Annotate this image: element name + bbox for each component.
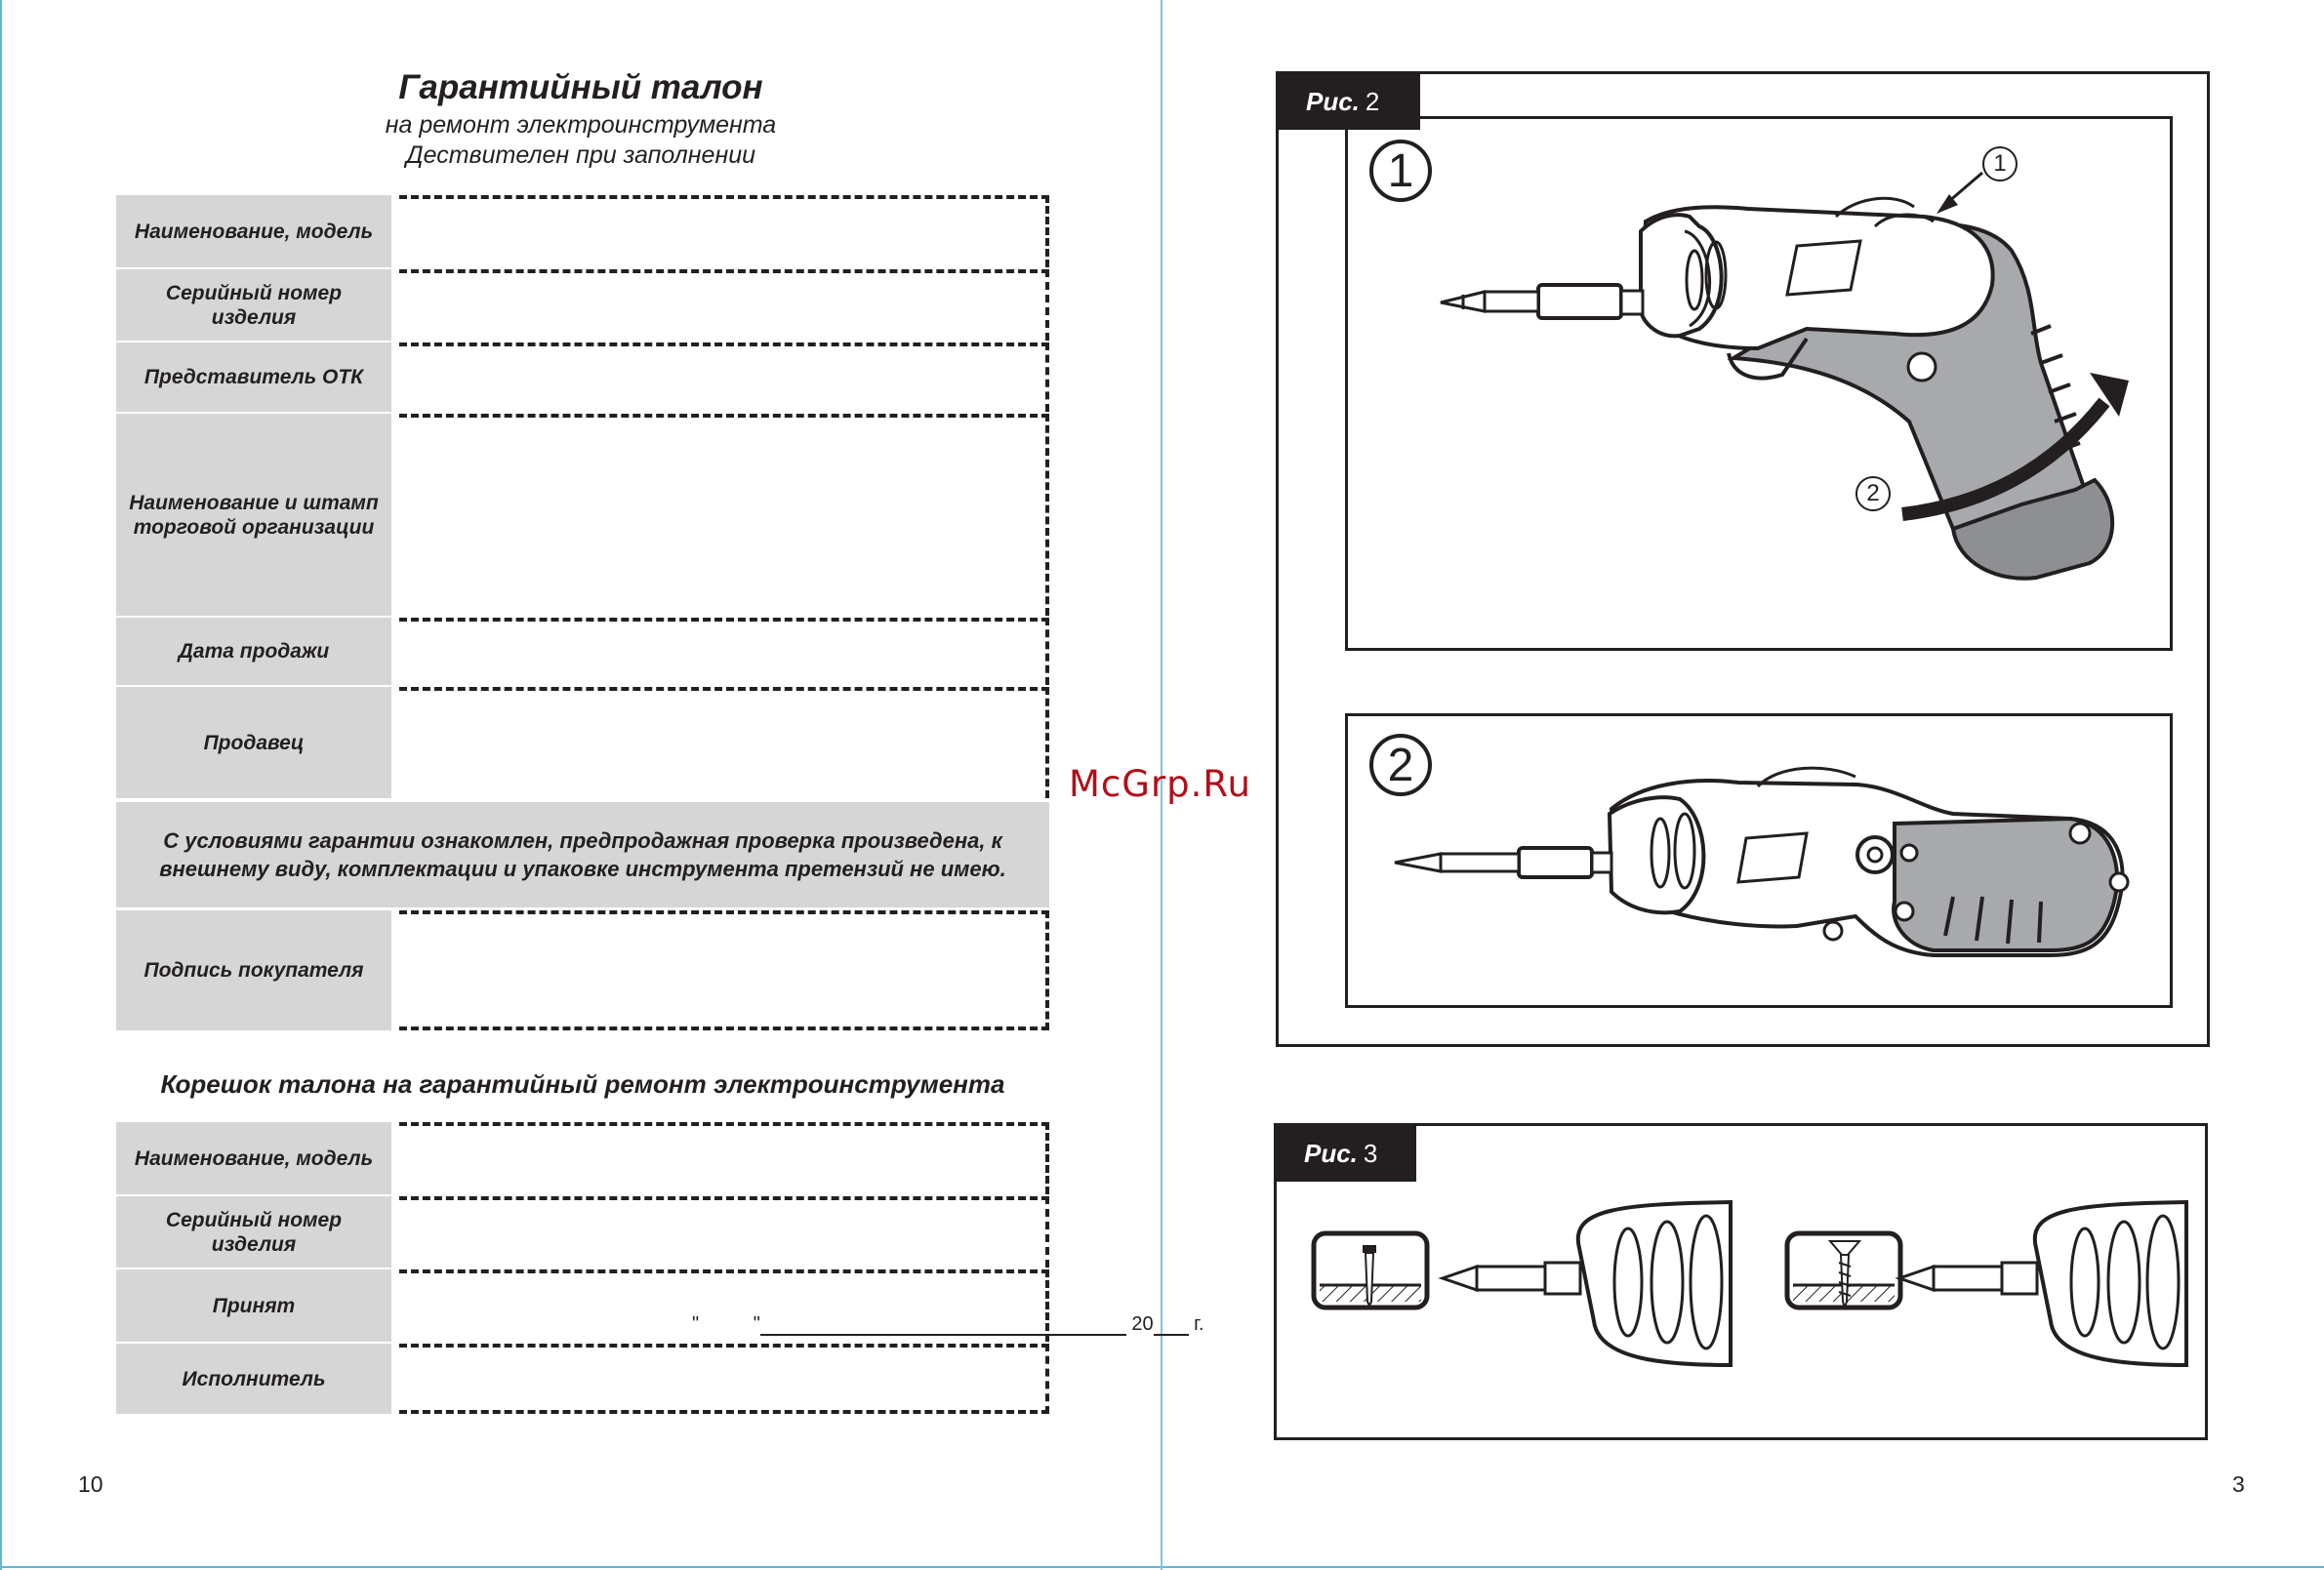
row-label: Наименование и штамп торговой организации: [116, 414, 391, 616]
row-label: Подпись покупателя: [116, 910, 391, 1030]
serial-field[interactable]: [399, 269, 1049, 341]
stub-title: Корешок талона на гарантийный ремонт электроинструмента: [160, 1069, 1005, 1099]
year-blank: [1154, 1318, 1189, 1336]
stub-row-model: [116, 1122, 1049, 1194]
warranty-subtitle: на ремонт электроинструмента: [385, 111, 777, 139]
signature-field[interactable]: [399, 910, 1049, 1030]
stub-executor-field[interactable]: [399, 1344, 1049, 1414]
row-label: Представитель ОТК: [116, 342, 391, 412]
callout2-circle: 2: [1855, 476, 1891, 511]
model-field[interactable]: [399, 195, 1049, 267]
otk-field[interactable]: [399, 342, 1049, 412]
row-label: Принят: [116, 1269, 391, 1342]
watermark: McGrp.Ru: [1069, 763, 1251, 805]
fig-label-num: 3: [1363, 1139, 1378, 1168]
row-shop: [116, 414, 1049, 616]
fig-label-bold: Рис.: [1306, 87, 1360, 116]
stub-model-field[interactable]: [399, 1122, 1049, 1194]
date-quote-close: ": [753, 1313, 760, 1335]
date-quote-open: ": [692, 1313, 700, 1335]
row-sale-date: [116, 618, 1049, 685]
stub-serial-field[interactable]: [399, 1196, 1049, 1268]
accepted-date-line: [692, 1313, 1204, 1336]
year-suffix: г.: [1194, 1313, 1204, 1335]
step2-circle: 2: [1369, 734, 1432, 796]
row-otk: [116, 342, 1049, 412]
page-number-left: 10: [78, 1471, 103, 1497]
figure-3-box: [1274, 1123, 2208, 1440]
row-model: [116, 195, 1049, 267]
row-label: Наименование, модель: [116, 195, 391, 267]
callout1-circle: 1: [1982, 146, 2018, 181]
fig-label-bold: Рис.: [1304, 1139, 1358, 1168]
shop-stamp-field[interactable]: [399, 414, 1049, 616]
row-seller: [116, 687, 1049, 798]
row-label: Дата продажи: [116, 618, 391, 685]
page-number-right: 3: [2232, 1471, 2245, 1497]
row-label: Серийный номер изделия: [116, 1196, 391, 1268]
screwdriver-illustration-step1: [1348, 119, 2176, 654]
warranty-validity-note: Дествителен при заполнении: [405, 141, 756, 169]
stub-row-accepted: [116, 1269, 1204, 1342]
stub-accepted-field[interactable]: [399, 1269, 1204, 1342]
year-prefix: 20: [1131, 1313, 1154, 1335]
seller-field[interactable]: [399, 687, 1049, 798]
stub-row-serial: [116, 1196, 1049, 1268]
frame-left-edge: [0, 0, 2, 1570]
row-label: Наименование, модель: [116, 1122, 391, 1194]
stub-row-executor: [116, 1344, 1049, 1414]
figure-2-step1-panel: [1345, 116, 2173, 651]
row-label: Серийный номер изделия: [116, 269, 391, 341]
step1-circle: 1: [1369, 140, 1432, 202]
screwdriver-illustration-step2: [1348, 716, 2176, 1011]
fig-label-num: 2: [1365, 87, 1380, 116]
figure-2-step2-panel: [1345, 713, 2173, 1008]
month-blank: [760, 1318, 1126, 1336]
sale-date-field[interactable]: [399, 618, 1049, 685]
row-label: Исполнитель: [116, 1344, 391, 1414]
warranty-title: Гарантийный талон: [398, 68, 763, 106]
figure-2-box: [1276, 71, 2210, 1047]
row-signature: [116, 910, 1049, 1030]
agreement-note: С условиями гарантии ознакомлен, предпродажная проверка произведена, к внешнему виду, комплектации и упаковке инструмента претензий не имею.: [116, 802, 1049, 907]
row-label: Продавец: [116, 687, 391, 798]
row-serial: [116, 269, 1049, 341]
screw-illustrations: [1277, 1126, 2211, 1443]
